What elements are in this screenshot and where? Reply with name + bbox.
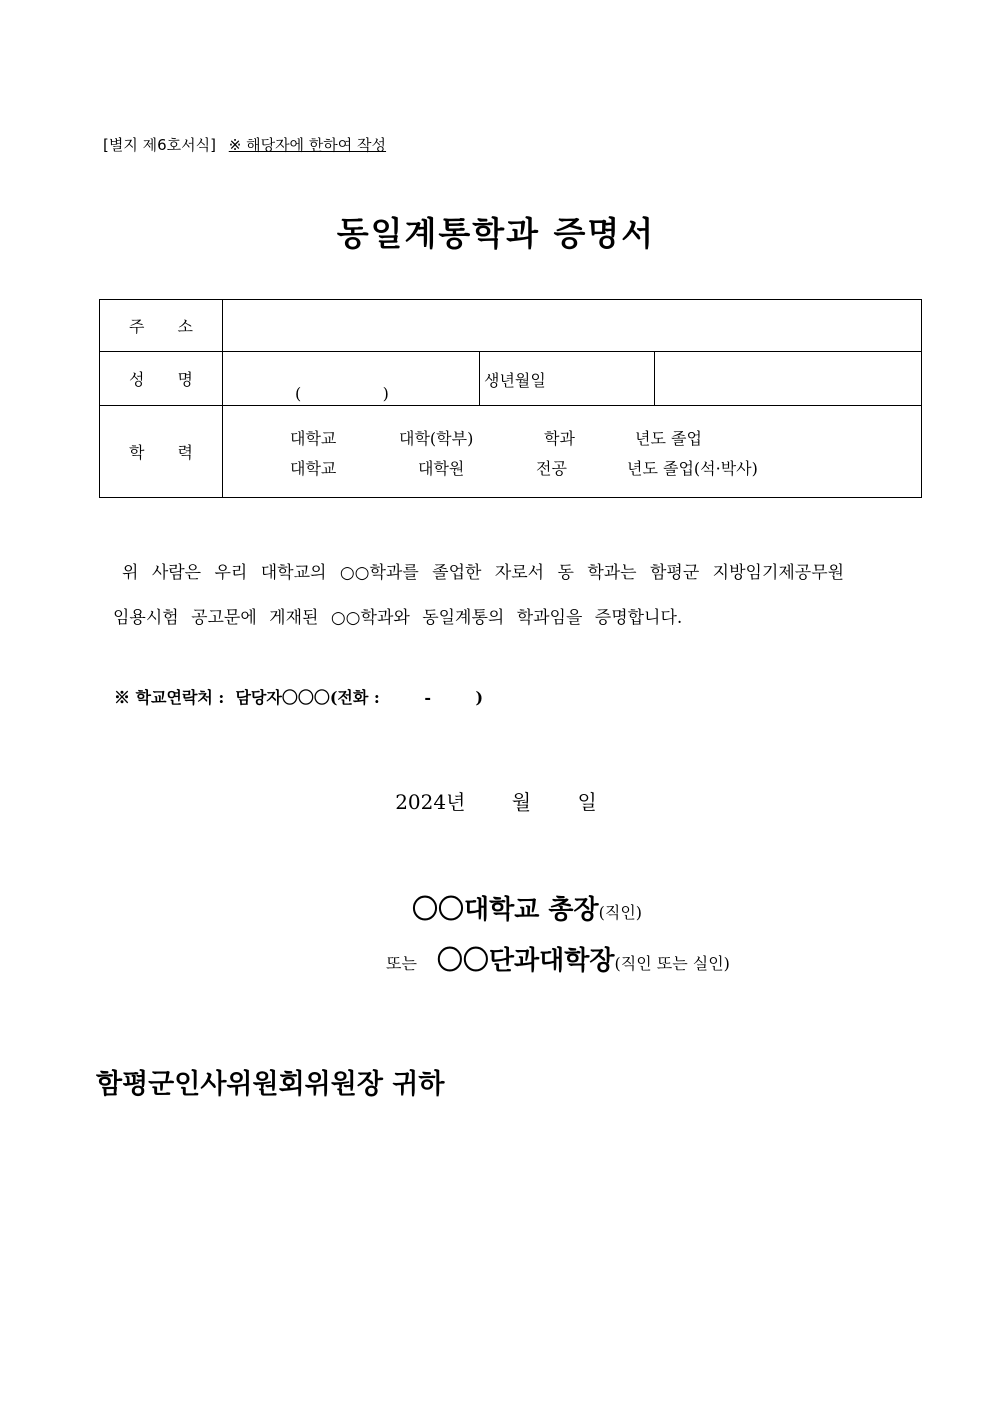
address-label: 주 소 (100, 300, 223, 352)
education-label: 학 력 (100, 406, 223, 498)
education-field[interactable] (223, 406, 922, 498)
education-row (100, 406, 922, 498)
address-field[interactable] (223, 300, 922, 352)
edu-line1-department: 학과 (544, 429, 575, 448)
name-field[interactable] (223, 352, 480, 406)
edu-line2-graduate-school: 대학원 (418, 459, 465, 478)
applicability-note: ※ 해당자에 한하여 작성 (228, 136, 387, 154)
edu-line2-major: 전공 (536, 459, 567, 478)
certificate-form-table (99, 299, 922, 498)
or-label: 또는 (386, 954, 417, 973)
president-signature (412, 889, 642, 926)
edu-line2-university: 대학교 (290, 459, 337, 478)
addressee: 함평군인사위원회위원장 귀하 (96, 1069, 445, 1100)
edu-line1-university: 대학교 (290, 429, 337, 448)
edu-line1-graduation: 년도 졸업 (635, 429, 702, 448)
name-parenthesis: ( ) (295, 384, 389, 403)
edu-line2-graduation: 년도 졸업(석·박사) (627, 459, 758, 478)
name-label: 성 명 (100, 352, 223, 406)
president-name: 〇〇대학교 총장 (412, 895, 599, 925)
address-row (100, 300, 922, 352)
school-contact: ※ 학교연락처 : 담당자〇〇〇(전화 : - ) (114, 688, 484, 707)
birthdate-label: 생년월일 (480, 352, 655, 406)
body-paragraph-line2: 임용시험 공고문에 게재된 ○○학과와 동일계통의 학과임을 증명합니다. (113, 608, 683, 628)
edu-line1-college: 대학(학부) (399, 429, 474, 448)
birthdate-field[interactable] (655, 352, 922, 406)
dean-name: 〇〇단과대학장 (436, 946, 615, 976)
issue-date: 2024년 월 일 (395, 790, 597, 814)
dean-seal: (직인 또는 실인) (614, 954, 730, 973)
form-header (103, 134, 386, 155)
document-title: 동일계통학과 증명서 (336, 214, 656, 253)
dean-signature (386, 940, 730, 977)
name-row (100, 352, 922, 406)
body-paragraph-line1: 위 사람은 우리 대학교의 ○○학과를 졸업한 자로서 동 학과는 함평군 지방임기제공무원 (122, 563, 845, 583)
president-seal: (직인) (598, 903, 643, 922)
form-number: [별지 제6호서식] (103, 136, 216, 154)
